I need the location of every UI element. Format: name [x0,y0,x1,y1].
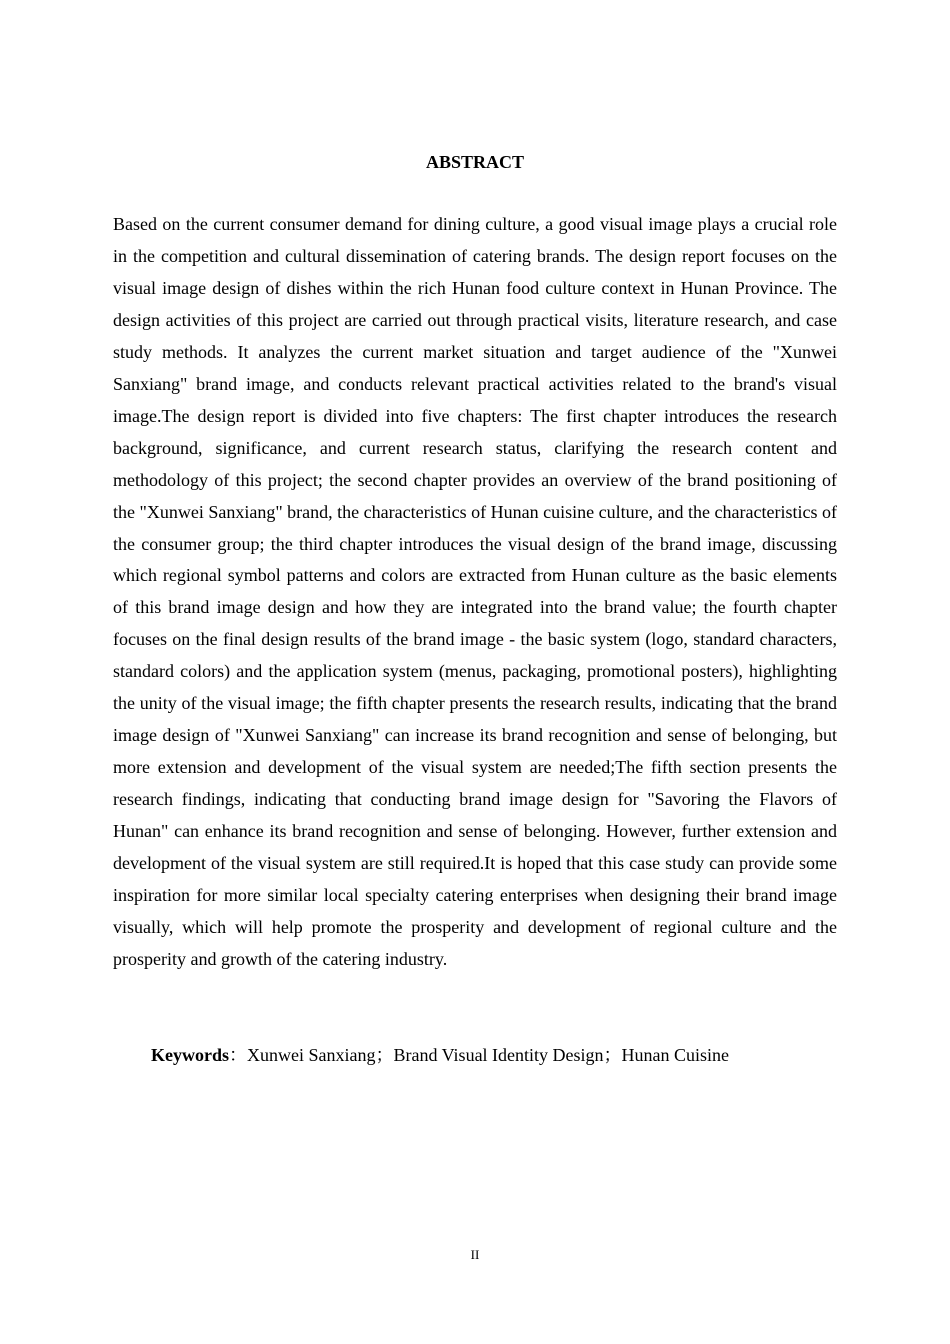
page-number: II [470,1247,480,1262]
keywords-label: Keywords [151,1045,229,1065]
keywords-separator: ： [229,1045,247,1065]
keywords-text: Xunwei Sanxiang；Brand Visual Identity Design；Hunan Cuisine [247,1045,730,1065]
abstract-body: Based on the current consumer demand for dining culture, a good visual image plays a crucial role in the competition and cultural dissemination of catering brands. The design report focuses on the visual image design of dishes within the rich Hunan food culture context in Hunan Province. The design activities of this project are carried out through practical visits, literature research, and case study methods. It analyzes the current market situation and target audience of the "Xunwei Sanxiang" brand image, and conducts relevant practical activities related to the brand's visual image.The design report is divided into five chapters: The first chapter introduces the research background, significance, and current research status, clarifying the research content and methodology of this project; the second chapter provides an overview of the brand positioning of the "Xunwei Sanxiang" brand, the characteristics of Hunan cuisine culture, and the characteristics of the consumer group; the third chapter introduces the visual design of the brand image, discussing which regional symbol patterns and colors are extracted from Hunan culture as the basic elements of this brand image design and how they are integrated into the brand value; the fourth chapter focuses on the final design results of the brand image - the basic system (logo, standard characters, standard colors) and the application system (menus, packaging, promotional posters), highlighting the unity of the visual image; the fifth chapter presents the research results, indicating that the brand image design of "Xunwei Sanxiang" can increase its brand recognition and sense of belonging, but more extension and development of the visual system are needed;The fifth section presents the research findings, indicating that conducting brand image design for "Savoring the Flavors of Hunan" can enhance its brand recognition and sense of belonging. However, further extension and development of the visual system are still required.It is hoped that this case study can provide some inspiration for more similar local specialty catering enterprises when designing their brand image visually, which will help promote the prosperity and development of regional culture and the prosperity and growth of the catering industry. [113,214,837,969]
page-title: ABSTRACT [425,152,525,172]
keywords-line [151,1040,851,1071]
